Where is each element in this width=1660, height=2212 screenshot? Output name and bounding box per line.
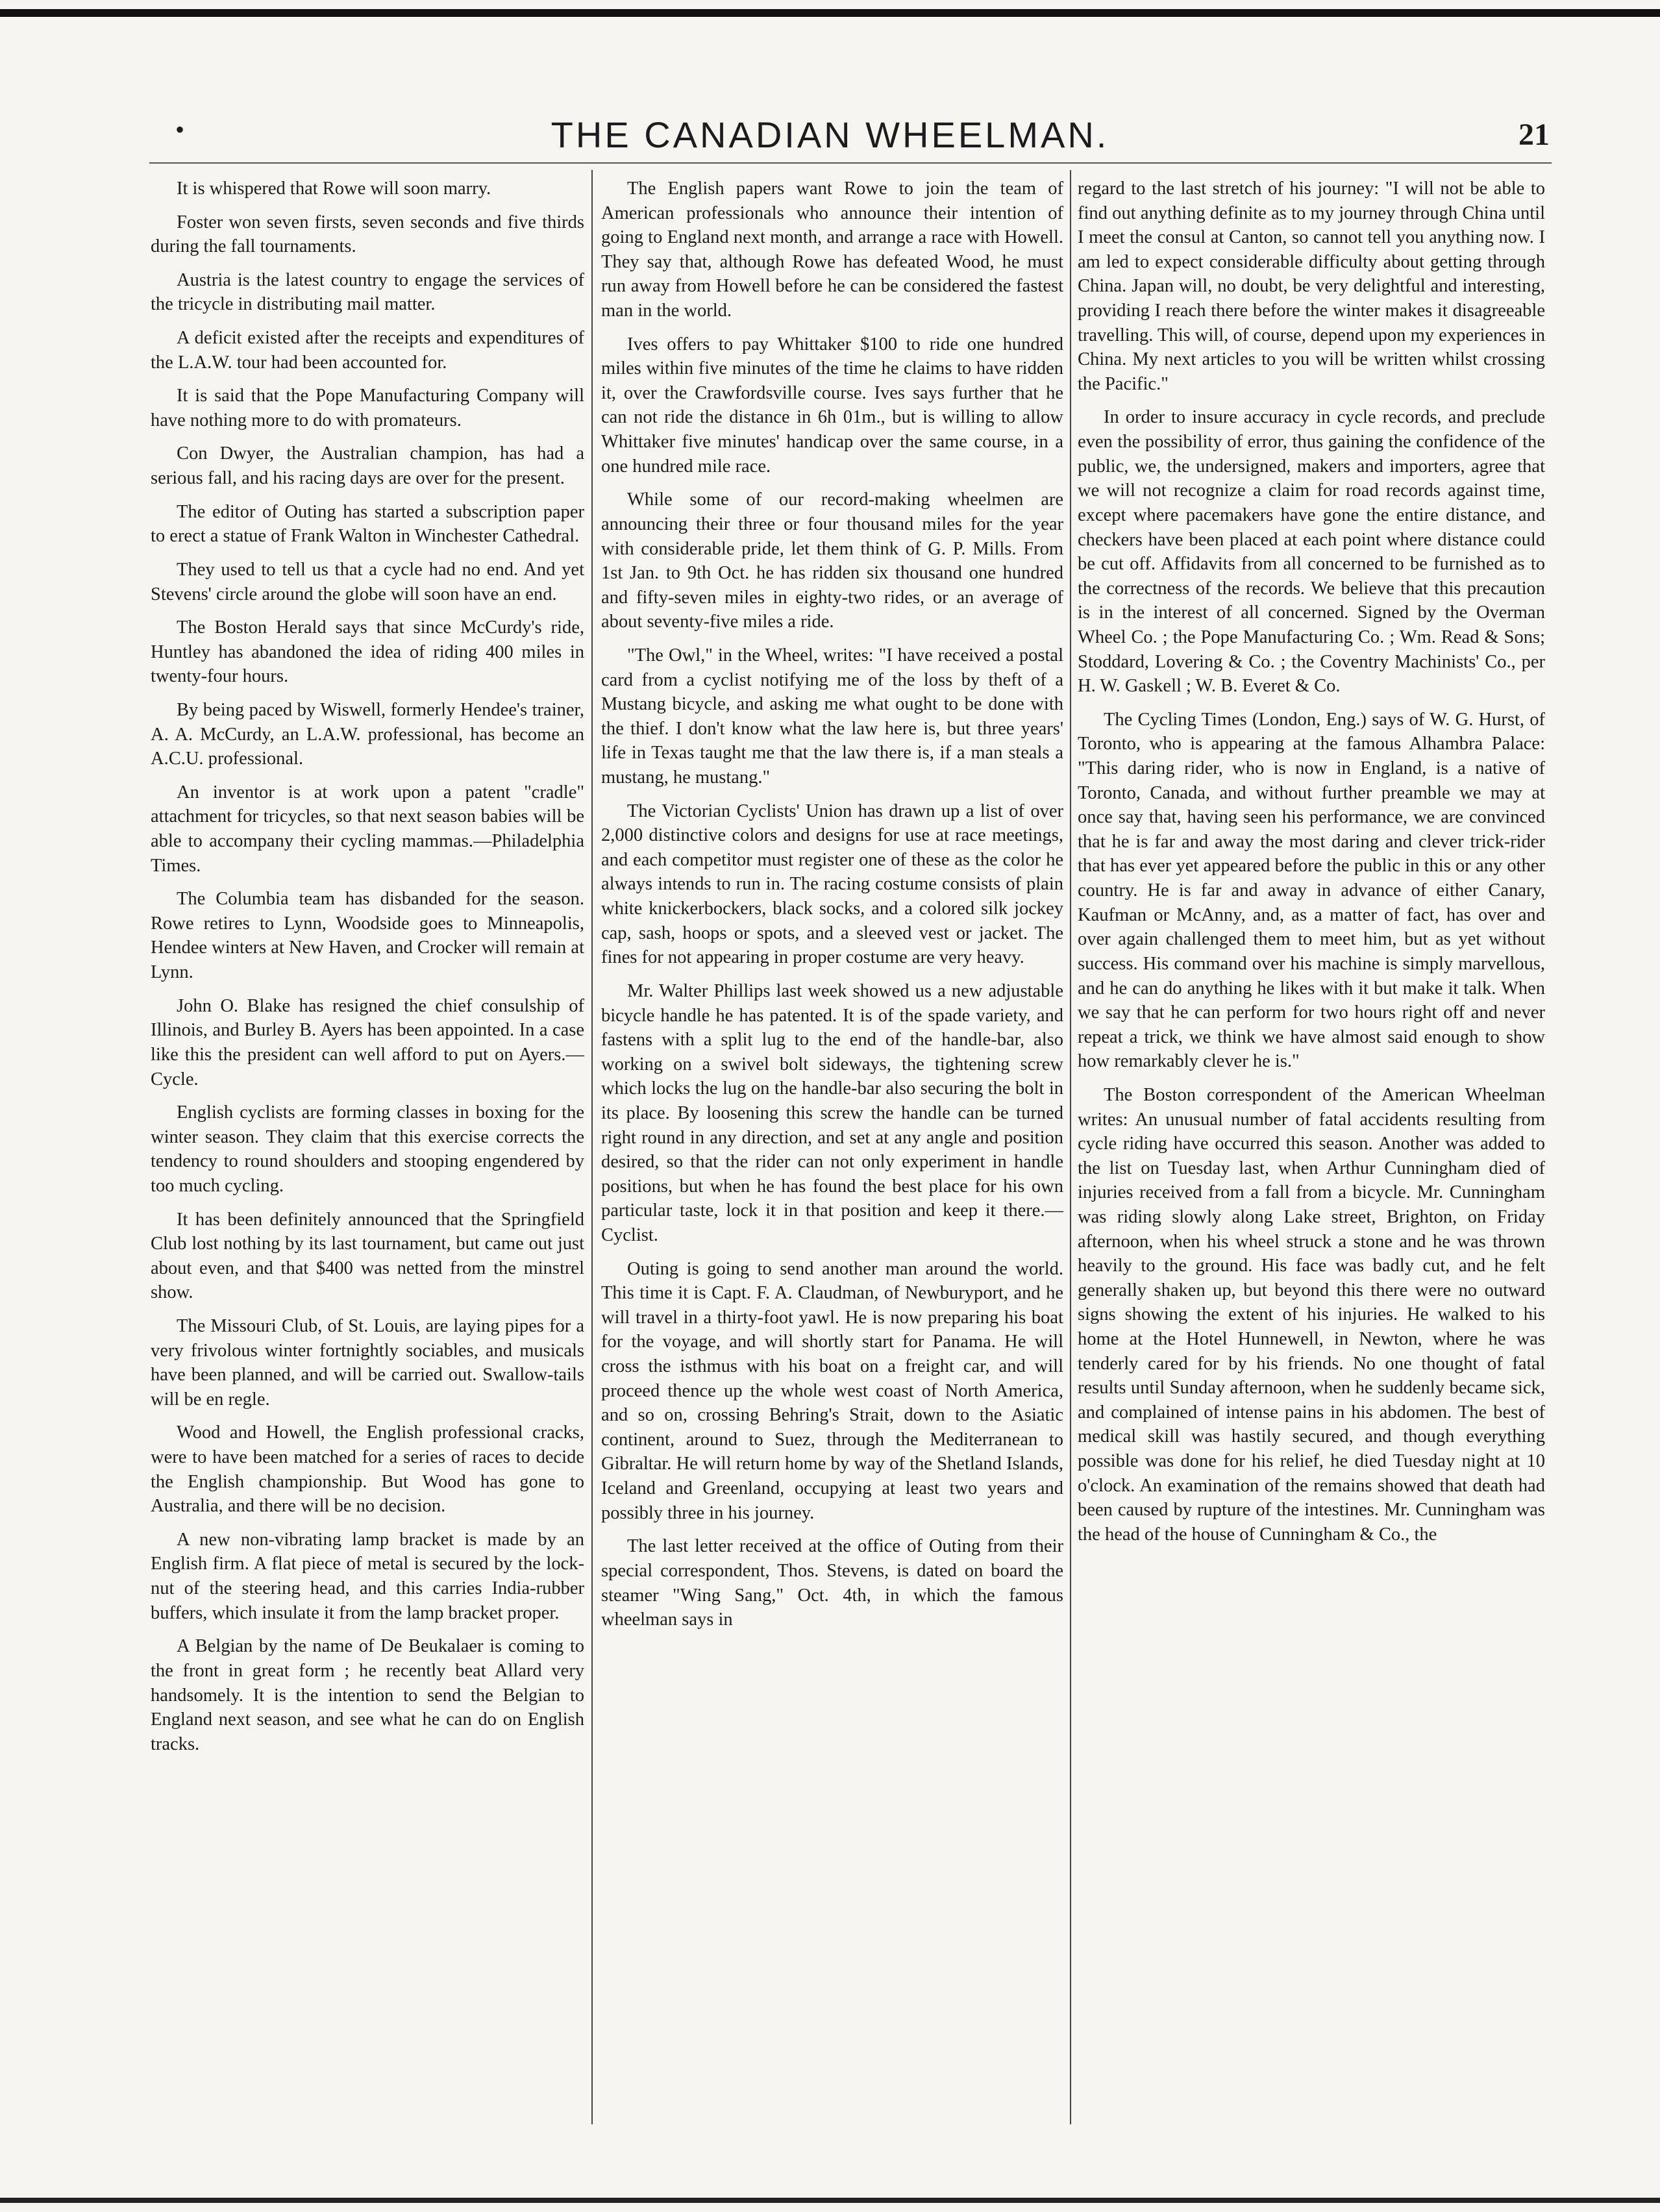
paragraph: English cyclists are forming classes in boxing for the winter season. They claim that this exercise corrects the tendency to round shoulders and stooping engendered by too much cycling. (151, 1102, 584, 1196)
paragraph: "The Owl," in the Wheel, writes: "I have received a postal card from a cyclist notifying me of the loss by theft of a Mustang bicycle, and asking me what ought to be done with the thief. I don't know what the law here is, but three years' life in Texas taught me that the law there is, if a man steals a mustang, he mustang." (601, 645, 1063, 788)
page-number: 21 (1518, 118, 1550, 152)
paragraph: It is said that the Pope Manufacturing Company will have nothing more to do with promateurs. (151, 386, 584, 430)
paragraph: The editor of Outing has started a subscription paper to erect a statue of Frank Walton in Winchester Cathedral. (151, 501, 584, 547)
paragraph: It has been definitely announced that the Springfield Club lost nothing by its last tournament, but came out just about even, and that $400 was netted from the minstrel show. (151, 1209, 584, 1303)
paragraph: Austria is the latest country to engage the services of the tricycle in distributing mail matter. (151, 269, 584, 315)
column-2 (601, 177, 1063, 2131)
column-divider (591, 170, 593, 2124)
paragraph: Mr. Walter Phillips last week showed us a new adjustable bicycle handle he has patented. It is of the spade variety, and fastens with a split lug to the end of the handle-bar, also working on a swivel bolt sideways, the tightening screw which locks the lug on the handle-bar also securing the bolt in its place. By loosening this screw the handle can be turned right round in any direction, and set at any angle and position desired, so that the rider can not only experiment in handle positions, but when he has found the best place for his own particular taste, lock it in that position and keep it there.—Cyclist. (601, 980, 1063, 1245)
header-bullet: • (175, 115, 185, 144)
column-divider (1070, 170, 1071, 2124)
paragraph: By being paced by Wiswell, formerly Hendee's trainer, A. A. McCurdy, an L.A.W. professional, has become an A.C.U. professional. (151, 699, 584, 769)
paragraph: Foster won seven firsts, seven seconds and five thirds during the fall tournaments. (151, 212, 584, 257)
paragraph: Wood and Howell, the English professional cracks, were to have been matched for a series of races to decide the English championship. But Wood has gone to Australia, and there will be no decision. (151, 1423, 584, 1517)
paragraph: While some of our record-making wheelmen are announcing their three or four thousand miles for the year with considerable pride, let them think of G. P. Mills. From 1st Jan. to 9th Oct. he has ridden six thousand one hundred and fifty-seven miles in eighty-two rides, or an average of about seventy-five miles a ride. (601, 490, 1063, 632)
paragraph: Ives offers to pay Whittaker $100 to ride one hundred miles within five minutes of the time he claims to have ridden it, over the Crawfordsville course. Ives says further that he can not ride the distance in 6h 01m., but is willing to allow Whittaker five minutes' handicap over the same course, in a one hundred mile race. (601, 334, 1063, 477)
paragraph: The last letter received at the office of Outing from their special correspondent, Thos. Stevens, is dated on board the steamer "Wing Sang," Oct. 4th, in which the famous wheelman says in (601, 1536, 1063, 1630)
paragraph: The Boston Herald says that since McCurdy's ride, Huntley has abandoned the idea of riding 400 miles in twenty-four hours. (151, 617, 584, 687)
bottom-rule (0, 2198, 1660, 2203)
page-header (0, 114, 1660, 160)
paragraph: A deficit existed after the receipts and expenditures of the L.A.W. tour had been accounted for. (151, 328, 584, 373)
paragraph: regard to the last stretch of his journey: "I will not be able to find out anything definite as to my journey through China until I meet the consul at Canton, so cannot tell you anything now. I am led to expect considerable difficulty about getting through China. Japan will, no doubt, be very delightful and interesting, providing I reach there before the winter makes it disagreeable travelling. This will, of course, depend upon my experiences in China. My next articles to you will be written whilst crossing the Pacific." (1078, 179, 1545, 394)
top-rule (0, 9, 1660, 17)
paragraph: The Cycling Times (London, Eng.) says of W. G. Hurst, of Toronto, who is appearing at the famous Alhambra Palace: "This daring rider, who is now in England, is a native of Toronto, Canada, and without further preamble we may at once say that, having seen his performance, we are convinced that he is far and away the most daring and clever trick-rider that has ever yet appeared before the public in this or any other country. He is far and away in advance of either Canary, Kaufman or McAnny, and, as a matter of fact, has over and over again challenged them to meet him, but as yet without success. His command over his machine is simply marvellous, and he can do anything he likes with it but make it talk. When we say that he can perform for two hours right off and never repeat a trick, we think we have almost said enough to show how remarkably clever he is." (1078, 709, 1545, 1072)
paragraph: A Belgian by the name of De Beukalaer is coming to the front in great form ; he recently beat Allard very handsomely. It is the intention to send the Belgian to England next season, and see what he can do on English tracks. (151, 1636, 584, 1754)
column-1 (151, 177, 584, 2131)
paragraph: John O. Blake has resigned the chief consulship of Illinois, and Burley B. Ayers has been appointed. In a case like this the president can well afford to put on Ayers.—Cycle. (151, 995, 584, 1089)
paragraph: The Columbia team has disbanded for the season. Rowe retires to Lynn, Woodside goes to Minneapolis, Hendee winters at New Haven, and Crocker will remain at Lynn. (151, 889, 584, 983)
paragraph: The English papers want Rowe to join the team of American professionals who announce their intention of going to England next month, and arrange a race with Howell. They say that, although Rowe has defeated Wood, he must run away from Howell before he can be considered the fastest man in the world. (601, 179, 1063, 321)
paragraph: A new non-vibrating lamp bracket is made by an English firm. A flat piece of metal is secured by the lock-nut of the steering head, and this carries India-rubber buffers, which insulate it from the lamp bracket proper. (151, 1529, 584, 1623)
paragraph: An inventor is at work upon a patent "cradle" attachment for tricycles, so that next season babies will be able to accompany their cycling mammas.—Philadelphia Times. (151, 782, 584, 876)
paragraph: They used to tell us that a cycle had no end. And yet Stevens' circle around the globe will soon have an end. (151, 559, 584, 604)
header-rule (149, 162, 1552, 164)
paragraph: In order to insure accuracy in cycle records, and preclude even the possibility of error, thus gaining the confidence of the public, we, the undersigned, makers and importers, agree that we will not recognize a claim for road records against time, except where pacemakers have gone the entire distance, and checkers have been placed at each point where distance could be cut off. Affidavits from all concerned to be furnished as to the correctness of the records. We believe that this precaution is in the interest of all concerned. Signed by the Overman Wheel Co. ; the Pope Manufacturing Co. ; Wm. Read & Sons; Stoddard, Lovering & Co. ; the Coventry Machinists' Co., per H. W. Gaskell ; W. B. Everet & Co. (1078, 407, 1545, 697)
paragraph: The Missouri Club, of St. Louis, are laying pipes for a very frivolous winter fortnightly sociables, and musicals have been planned, and will be carried out. Swallow-tails will be en regle. (151, 1315, 584, 1410)
publication-title: THE CANADIAN WHEELMAN. (551, 114, 1109, 155)
paragraph: Con Dwyer, the Australian champion, has had a serious fall, and his racing days are over for the present. (151, 443, 584, 489)
column-3 (1078, 177, 1545, 2131)
paragraph: The Boston correspondent of the American Wheelman writes: An unusual number of fatal accidents resulting from cycle riding have occurred this season. Another was added to the list on Tuesday last, when Arthur Cunningham died of injuries received from a fall from a bicycle. Mr. Cunningham was riding slowly along Lake street, Brighton, on Friday afternoon, when his wheel struck a stone and he was thrown heavily to the ground. His face was badly cut, and he felt generally shaken up, but beyond this there were no outward signs showing the extent of his injuries. He walked to his home at the Hotel Hunnewell, in Newton, where he was tenderly cared for by his friends. No one thought of fatal results until Sunday afternoon, when he suddenly became sick, and complained of intense pains in his abdomen. The best of medical skill was hastily secured, and though everything possible was done for his relief, he died Tuesday night at 10 o'clock. An examination of the remains showed that death had been caused by rupture of the intestines. Mr. Cunningham was the head of the house of Cunningham & Co., the (1078, 1084, 1545, 1545)
paragraph: The Victorian Cyclists' Union has drawn up a list of over 2,000 distinctive colors and designs for use at race meetings, and each competitor must register one of these as the color he always intends to run in. The racing costume consists of plain white knickerbockers, black socks, and a colored silk jockey cap, sash, hoops or spots, and a sleeved vest or jacket. The fines for not appearing in proper costume are very heavy. (601, 801, 1063, 968)
paragraph: It is whispered that Rowe will soon marry. (177, 179, 491, 199)
paragraph: Outing is going to send another man around the world. This time it is Capt. F. A. Claudman, of Newburyport, and he will travel in a thirty-foot yawl. He is now preparing his boat for the voyage, and will shortly start for Panama. He will cross the isthmus with his boat on a freight car, and will proceed thence up the whole west coast of North America, and so on, crossing Behring's Strait, down to the Asiatic continent, around to Suez, through the Mediterranean to Gibraltar. He will return home by way of the Shetland Islands, Iceland and Greenland, occupying at least two years and possibly three in his journey. (601, 1258, 1063, 1523)
